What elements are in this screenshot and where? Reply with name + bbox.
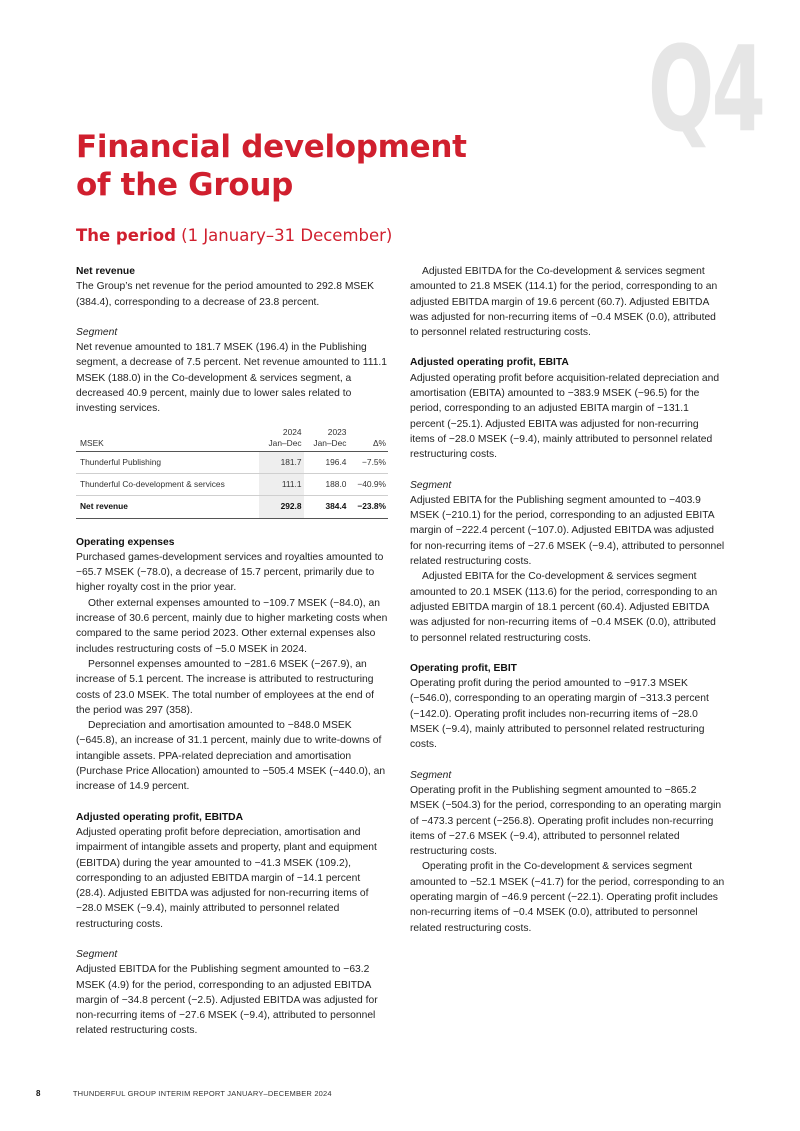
ebit-segment-paragraph: Operating profit in the Co-development & services segment amounted to −52.1 MSEK (−41.7) for the period, corresponding to an operating margin of −46.9 percent (−22.1). Operating profit includes non-recurring items of −0.4 MSEK (0.0), attributed to personnel related restructuring costs. (410, 861, 725, 934)
col-header-msek: MSEK (80, 437, 104, 448)
ebitda-paragraph: Adjusted operating profit before depreciation, amortisation and impairment of intangible assets and property, plant and equipment (EBITDA) during the year amounted to −41.3 MSEK (109.2), corresponding to an adjusted EBITDA margin of −14.1 percent (28.4). Adjusted EBITDA was adjusted for non-recurring items of −28.0 MSEK (−9.4), mainly attributed to personnel related restructuring costs. (76, 826, 377, 930)
period-heading (76, 226, 392, 245)
footer-text: THUNDERFUL GROUP INTERIM REPORT JANUARY–DECEMBER 2024 (72, 1089, 332, 1098)
period-heading-range: (1 January–31 December) (175, 226, 393, 245)
col-header-delta: Δ% (372, 437, 386, 448)
page-title-line1: Financial development (76, 129, 467, 165)
ebita-segment-paragraph: Adjusted EBITA for the Publishing segment amounted to −403.9 MSEK (−210.1) for the period, corresponding to an adjusted EBITA margin of −222.4 percent (−107.0). Adjusted EBITDA was adjusted for non-recurring items of −27.6 MSEK (−9.4), attributed to personnel related restructuring costs. (410, 494, 725, 568)
quarter-watermark: Q4 (648, 20, 764, 158)
opex-paragraph: Depreciation and amortisation amounted to −848.0 MSEK (−645.8), an increase of 31.1 percent, mainly due to write-downs of intangible assets. PPA-related depreciation and amortisation (Purchase Price Allocation) amounted to −505.4 MSEK (−440.0), an increase of 14.9 percent. (76, 720, 386, 793)
opex-paragraph: Personnel expenses amounted to −281.6 MSEK (−267.9), an increase of 5.1 percent. The increase is attributed to restructuring costs of 23.0 MSEK. The total number of employees at the end of the period was 297 (358). (76, 658, 375, 716)
ebit-heading: Operating profit, EBIT (410, 662, 517, 674)
segment-label: Segment (410, 479, 452, 491)
col-header-2024: 2024 Jan–Dec (268, 426, 302, 448)
net-revenue-paragraph: The Group’s net revenue for the period amounted to 292.8 MSEK (384.4), corresponding to a decrease of 23.8 percent. (76, 281, 375, 308)
table-row: Thunderful Publishing 181.7 196.4 −7.5% (76, 451, 388, 473)
table-row: Thunderful Co-development & services 111.1 188.0 −40.9% (76, 473, 388, 495)
ebit-paragraph: Operating profit during the period amounted to −917.3 MSEK (−546.0), corresponding to an operating margin of −313.3 percent (−142.0). Operating profit includes non-recurring items of −28.0 MSEK (−9.4), mainly attributed to personnel related restructuring costs. (410, 678, 709, 751)
col-header-2023: 2023 Jan–Dec (313, 426, 347, 448)
operating-expenses-heading: Operating expenses (76, 536, 175, 548)
segment-revenue-paragraph: Net revenue amounted to 181.7 MSEK (196.4) in the Publishing segment, a decrease of 7.5 percent. Net revenue amounted to 111.1 MSEK (188.0) in the Co-development & services segment, a decreased 40.9 percent, mainly due to lower sales related to investing services. (76, 342, 388, 415)
ebita-paragraph: Adjusted operating profit before acquisition-related depreciation and amortisation (EBITA) amounted to −383.9 MSEK (−96.5) for the period, corresponding to an adjusted EBITA margin of −131.1 percent (−25.1). Adjusted EBITA was adjusted for non-recurring items of −28.0 MSEK (−9.4), mainly attributed to personnel related restructuring costs. (410, 372, 720, 461)
segment-label: Segment (76, 948, 118, 960)
table-total-row: Net revenue 292.8 384.4 −23.8% (76, 496, 388, 518)
ebitda-heading: Adjusted operating profit, EBITDA (76, 811, 244, 823)
page-number: 8 (36, 1089, 41, 1098)
right-column (410, 264, 726, 936)
segment-label: Segment (410, 769, 452, 781)
page-title-line2: of the Group (76, 167, 293, 203)
ebita-segment-paragraph: Adjusted EBITA for the Co-development & services segment amounted to 20.1 MSEK (113.6) for the period, corresponding to an adjusted EBITDA margin of 18.1 percent (60.4). Adjusted EBITDA was adjusted for non-recurring items of −0.4 MSEK (0.0), attributed to personnel related restructuring costs. (410, 571, 718, 644)
page-footer (36, 1089, 332, 1098)
page-title (76, 128, 467, 204)
left-column (76, 264, 388, 1039)
ebita-heading: Adjusted operating profit, EBITA (410, 357, 569, 369)
opex-paragraph: Other external expenses amounted to −109.7 MSEK (−84.0), an increase of 30.6 percent, mainly due to higher marketing costs when compared to the same period 2023. Other external expenses also includes restructuring costs of −5.0 MSEK in 2024. (76, 597, 388, 655)
ebitda-segment-paragraph: Adjusted EBITDA for the Publishing segment amounted to −63.2 MSEK (4.9) for the period, corresponding to an adjusted EBITDA margin of −34.8 percent (−2.5). Adjusted EBITDA was adjusted for non-recurring items of −27.6 MSEK (−9.4), attributed to personnel related restructuring costs. (76, 964, 378, 1037)
period-heading-bold: The period (76, 226, 176, 245)
segment-label: Segment (76, 326, 118, 338)
net-revenue-heading: Net revenue (76, 266, 135, 277)
net-revenue-table (76, 427, 388, 519)
ebit-segment-paragraph: Operating profit in the Publishing segment amounted to −865.2 MSEK (−504.3) for the period, corresponding to an operating margin of −473.3 percent (−256.8). Operating profit includes non-recurring items of −27.6 MSEK (−9.4), attributed to personnel related restructuring costs. (410, 784, 722, 858)
opex-paragraph: Purchased games-development services and royalties amounted to −65.7 MSEK (−78.0), a decrease of 15.7 percent, primarily due to higher royalty cost in the prior year. (76, 551, 384, 594)
ebitda-segment-paragraph: Adjusted EBITDA for the Co-development & services segment amounted to 21.8 MSEK (114.1) for the period, corresponding to an adjusted EBITDA margin of 19.6 percent (60.7). Adjusted EBITDA was adjusted for non-recurring items of −0.4 MSEK (0.0), attributed to personnel related restructuring costs. (410, 266, 718, 339)
